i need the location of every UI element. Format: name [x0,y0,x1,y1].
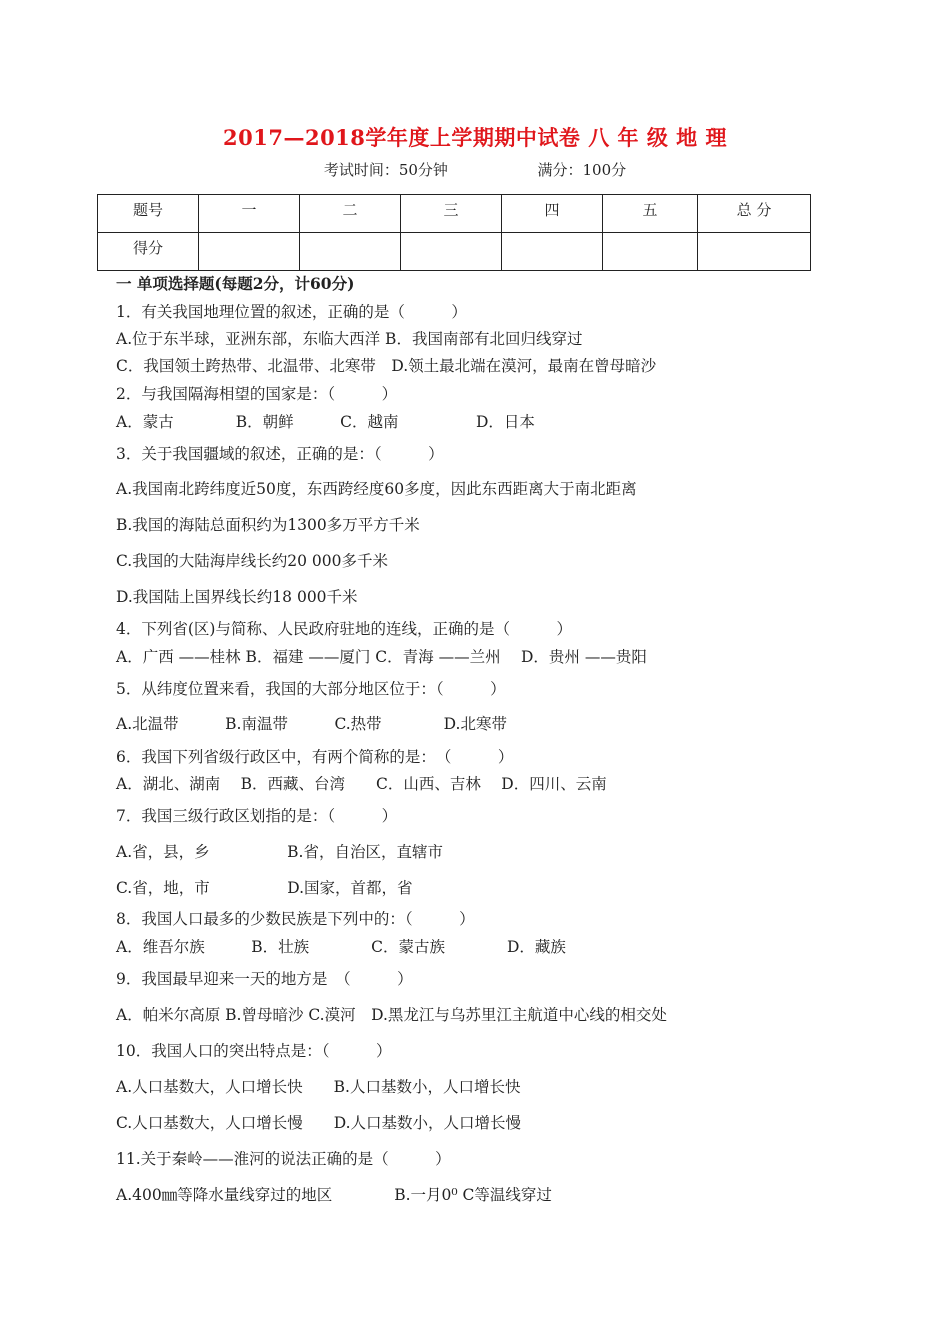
question-line: A．广西 ——桂林 B．福建 ——厦门 C．青海 ——兰州 D．贵州 ——贵阳 [116,648,647,666]
score-header-cell: 三 [401,195,502,233]
score-input-cell[interactable] [300,233,401,271]
question-line: 2．与我国隔海相望的国家是：（ ） [116,385,398,403]
question-line: A.位于东半球，亚洲东部，东临大西洋 B．我国南部有北回归线穿过 [116,330,583,348]
exam-time: 考试时间：50分钟 [323,161,448,179]
question-line: 7．我国三级行政区划指的是：（ ） [116,807,398,825]
question-line: C.省，地，市 D.国家，首都，省 [116,879,413,897]
question-line: B.我国的海陆总面积约为1300多万平方千米 [116,516,420,534]
score-row-label: 得分 [98,233,199,271]
score-header-cell: 总 分 [698,195,811,233]
score-input-cell[interactable] [603,233,698,271]
question-line: 11.关于秦岭——淮河的说法正确的是（ ） [116,1150,451,1168]
question-line: A．维吾尔族 B．壮族 C．蒙古族 D．藏族 [116,938,566,956]
question-line: 3．关于我国疆域的叙述，正确的是：（ ） [116,445,444,463]
question-line: C.我国的大陆海岸线长约20 000多千米 [116,552,388,570]
question-line: A．蒙古 B．朝鲜 C．越南 D．日本 [116,413,535,431]
score-input-cell[interactable] [401,233,502,271]
question-line: A．帕米尔高原 B.曾母暗沙 C.漠河 D.黑龙江与乌苏里江主航道中心线的相交处 [116,1006,667,1024]
score-input-cell[interactable] [199,233,300,271]
section-heading: 一 单项选择题(每题2分，计60分) [116,274,355,293]
question-line: 6．我国下列省级行政区中，有两个简称的是： （ ） [116,748,514,766]
question-line: 1．有关我国地理位置的叙述，正确的是（ ） [116,303,467,321]
exam-full-score: 满分：100分 [537,161,627,179]
question-line: C.人口基数大，人口增长慢 D.人口基数小，人口增长慢 [116,1114,522,1132]
question-line: 9．我国最早迎来一天的地方是 （ ） [116,970,413,988]
score-header-cell: 二 [300,195,401,233]
question-line: 4．下列省(区)与简称、人民政府驻地的连线，正确的是（ ） [116,620,572,638]
score-input-cell[interactable] [698,233,811,271]
score-header-cell: 四 [502,195,603,233]
score-input-cell[interactable] [502,233,603,271]
score-table [97,194,811,271]
question-line: 8．我国人口最多的少数民族是下列中的：（ ） [116,910,475,928]
question-line: C．我国领土跨热带、北温带、北寒带 D.领土最北端在漠河，最南在曾母暗沙 [116,357,657,375]
question-line: A.我国南北跨纬度近50度，东西跨经度60多度，因此东西距离大于南北距离 [116,480,637,498]
score-header-cell: 一 [199,195,300,233]
score-header-cell: 题号 [98,195,199,233]
score-header-cell: 五 [603,195,698,233]
question-line: A.省，县，乡 B.省，自治区，直辖市 [116,843,443,861]
question-line: 10．我国人口的突出特点是：（ ） [116,1042,392,1060]
question-line: A.北温带 B.南温带 C.热带 D.北寒带 [116,715,507,733]
question-line: A.人口基数大，人口增长快 B.人口基数小，人口增长快 [116,1078,521,1096]
question-line: 5．从纬度位置来看，我国的大部分地区位于：（ ） [116,680,506,698]
question-line: A.400㎜等降水量线穿过的地区 B.一月0⁰ C等温线穿过 [116,1186,552,1204]
page-title: 2017—2018学年度上学期期中试卷 八 年 级 地 理 [223,125,727,150]
exam-meta [0,159,950,180]
question-line: D.我国陆上国界线长约18 000千米 [116,588,358,606]
question-line: A．湖北、湖南 B．西藏、台湾 C．山西、吉林 D．四川、云南 [116,775,607,793]
